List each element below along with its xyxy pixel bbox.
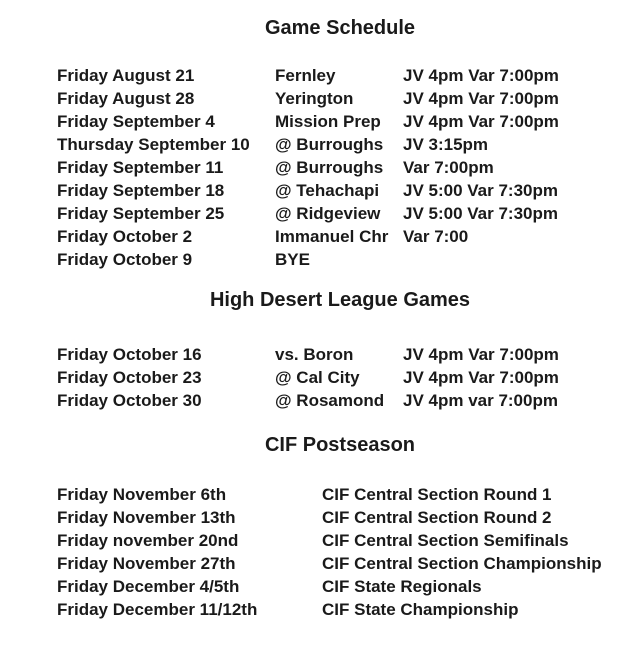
league-games-title: High Desert League Games <box>209 289 471 311</box>
game-opponent: @ Ridgeview <box>275 204 381 223</box>
round-event: CIF Central Section Championship <box>322 554 602 573</box>
game-opponent: Immanuel Chr <box>275 227 389 246</box>
game-date: Thursday September 10 <box>57 135 250 154</box>
game-opponent: Mission Prep <box>275 112 381 131</box>
round-date: Friday november 20nd <box>57 531 239 550</box>
game-row <box>57 110 623 133</box>
game-opponent: vs. Boron <box>275 345 354 364</box>
game-opponent: Yerington <box>275 89 354 108</box>
game-time: Var 7:00pm <box>403 158 494 177</box>
game-date: Friday October 16 <box>57 345 202 364</box>
round-event: CIF Central Section Round 1 <box>322 485 552 504</box>
game-opponent: BYE <box>275 250 310 269</box>
game-time: JV 4pm Var 7:00pm <box>403 66 559 85</box>
postseason-title: CIF Postseason <box>264 434 416 456</box>
game-time: JV 4pm Var 7:00pm <box>403 112 559 131</box>
game-time: JV 5:00 Var 7:30pm <box>403 204 558 223</box>
game-date: Friday September 18 <box>57 181 225 200</box>
game-schedule-table <box>57 64 623 271</box>
game-date: Friday October 23 <box>57 368 202 387</box>
postseason-table <box>57 483 623 621</box>
game-row <box>57 202 623 225</box>
round-row <box>57 575 623 598</box>
round-row <box>57 506 623 529</box>
game-row <box>57 156 623 179</box>
round-date: Friday November 13th <box>57 508 236 527</box>
game-opponent: Fernley <box>275 66 336 85</box>
game-time: Var 7:00 <box>403 227 469 246</box>
game-row <box>57 389 623 412</box>
game-row <box>57 343 623 366</box>
round-date: Friday November 6th <box>57 485 227 504</box>
game-time: JV 3:15pm <box>403 135 489 154</box>
round-row <box>57 483 623 506</box>
round-event: CIF Central Section Round 2 <box>322 508 552 527</box>
game-row <box>57 366 623 389</box>
game-opponent: @ Burroughs <box>275 158 384 177</box>
game-row <box>57 133 623 156</box>
game-opponent: @ Cal City <box>275 368 360 387</box>
round-row <box>57 598 623 621</box>
game-date: Friday September 4 <box>57 112 215 131</box>
game-row <box>57 179 623 202</box>
game-date: Friday September 11 <box>57 158 224 177</box>
game-time: JV 4pm Var 7:00pm <box>403 368 559 387</box>
game-date: Friday August 21 <box>57 66 195 85</box>
game-date: Friday August 28 <box>57 89 195 108</box>
league-games-table <box>57 343 623 412</box>
game-time: JV 5:00 Var 7:30pm <box>403 181 558 200</box>
round-date: Friday November 27th <box>57 554 236 573</box>
game-time <box>403 248 623 271</box>
round-row <box>57 552 623 575</box>
game-opponent: @ Tehachapi <box>275 181 380 200</box>
game-row <box>57 87 623 110</box>
round-event: CIF State Championship <box>322 600 519 619</box>
game-opponent: @ Burroughs <box>275 135 384 154</box>
game-date: Friday October 30 <box>57 391 202 410</box>
round-date: Friday December 11/12th <box>57 600 258 619</box>
game-row <box>57 64 623 87</box>
game-row <box>57 248 623 271</box>
game-time: JV 4pm var 7:00pm <box>403 391 558 410</box>
game-row <box>57 225 623 248</box>
game-opponent: @ Rosamond <box>275 391 385 410</box>
round-event: CIF State Regionals <box>322 577 482 596</box>
round-event: CIF Central Section Semifinals <box>322 531 569 550</box>
game-date: Friday October 2 <box>57 227 193 246</box>
game-time: JV 4pm Var 7:00pm <box>403 89 559 108</box>
game-date: Friday September 25 <box>57 204 225 223</box>
game-schedule-title: Game Schedule <box>264 17 416 39</box>
game-time: JV 4pm Var 7:00pm <box>403 345 559 364</box>
round-date: Friday December 4/5th <box>57 577 240 596</box>
round-row <box>57 529 623 552</box>
game-date: Friday October 9 <box>57 250 193 269</box>
